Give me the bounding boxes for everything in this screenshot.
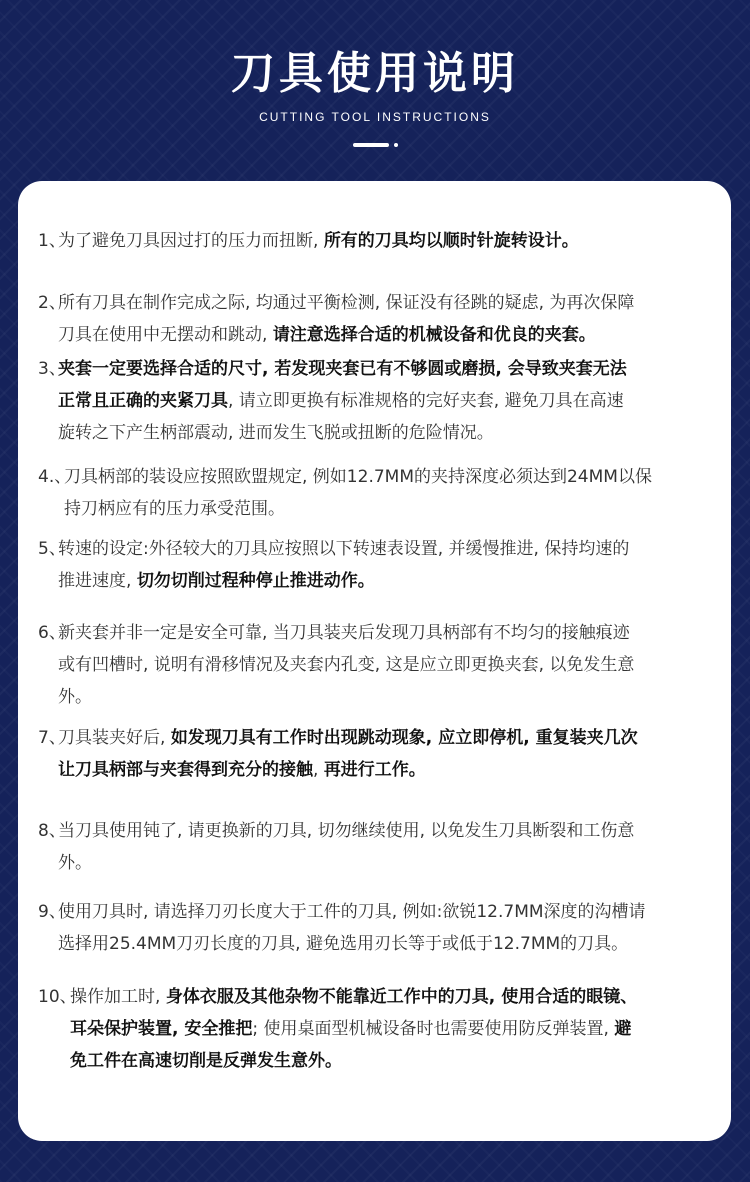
item-line <box>58 533 718 565</box>
item-text: 为了避免刀具因过打的压力而扭断, <box>58 231 324 251</box>
item-line <box>64 461 718 493</box>
item-text-bold: 耳朵保护装置, 安全推把 <box>70 1019 253 1039</box>
item-text: , 请立即更换有标准规格的完好夹套, 避免刀具在高速 <box>228 391 624 411</box>
item-text: 持刀柄应有的压力承受范围。 <box>64 499 285 519</box>
item-line <box>58 353 718 385</box>
instruction-item-8 <box>38 815 718 879</box>
item-line <box>70 981 718 1013</box>
item-line <box>58 385 718 417</box>
page-title: 刀具使用说明 <box>231 48 519 99</box>
page-subtitle: CUTTING TOOL INSTRUCTIONS <box>259 110 491 124</box>
item-text-bold: 再进行工作。 <box>323 760 426 780</box>
instruction-item-1 <box>38 225 718 257</box>
item-text-bold: 所有的刀具均以顺时针旋转设计。 <box>323 231 579 251</box>
item-line <box>58 754 718 786</box>
item-number: 10、 <box>38 987 77 1007</box>
item-line <box>58 617 718 649</box>
item-text: 外。 <box>58 687 92 707</box>
instruction-item-4 <box>38 461 718 525</box>
instructions-card <box>18 181 731 1141</box>
item-text-bold: 切勿切削过程种停止推进动作。 <box>136 571 375 591</box>
item-text-bold: 夹套一定要选择合适的尺寸, 若发现夹套已有不够圆或磨损, 会导致夹套无法 <box>58 359 627 379</box>
item-text: , <box>313 760 324 780</box>
instruction-item-7 <box>38 722 718 786</box>
item-number: 1、 <box>38 231 66 251</box>
item-text-bold: 正常且正确的夹紧刀具 <box>58 391 228 411</box>
item-number: 2、 <box>38 293 66 313</box>
item-line <box>58 928 718 960</box>
item-text: 外。 <box>58 853 92 873</box>
item-line <box>58 649 718 681</box>
item-line <box>64 493 718 525</box>
instruction-item-2 <box>38 287 718 351</box>
item-line <box>58 681 718 713</box>
item-line <box>58 417 718 449</box>
instruction-item-5 <box>38 533 718 597</box>
item-line <box>58 319 718 351</box>
instruction-item-10 <box>38 981 718 1077</box>
divider-bar <box>353 143 389 147</box>
item-text-bold: 免工件在高速切削是反弹发生意外。 <box>70 1051 342 1071</box>
item-number: 7、 <box>38 728 66 748</box>
item-text: 选择用25.4MM刀刃长度的刀具, 避免选用刃长等于或低于12.7MM的刀具。 <box>58 934 629 954</box>
title-divider <box>353 143 399 147</box>
item-number: 3、 <box>38 359 66 379</box>
item-text: 新夹套并非一定是安全可靠, 当刀具装夹后发现刀具柄部有不均匀的接触痕迹 <box>58 623 630 643</box>
item-number: 9、 <box>38 902 66 922</box>
divider-dot <box>394 143 398 147</box>
item-number: 4.、 <box>38 467 72 487</box>
item-text-bold: 请注意选择合适的机械设备和优良的夹套。 <box>272 325 596 345</box>
item-line <box>70 1013 718 1045</box>
item-text: 或有凹槽时, 说明有滑移情况及夹套内孔变, 这是应立即更换夹套, 以免发生意 <box>58 655 635 675</box>
item-text-bold: 避 <box>614 1019 632 1039</box>
item-text: 所有刀具在制作完成之际, 均通过平衡检测, 保证没有径跳的疑虑, 为再次保障 <box>58 293 635 313</box>
item-line <box>58 847 718 879</box>
header <box>0 0 750 180</box>
instruction-item-9 <box>38 896 718 960</box>
item-text: 刀具装夹好后, <box>58 728 171 748</box>
item-line <box>58 225 718 257</box>
item-text: 当刀具使用钝了, 请更换新的刀具, 切勿继续使用, 以免发生刀具断裂和工伤意 <box>58 821 635 841</box>
item-text: 刀具在使用中无摆动和跳动, <box>58 325 273 345</box>
item-line <box>58 287 718 319</box>
item-text: ; 使用桌面型机械设备时也需要使用防反弹装置, <box>252 1019 615 1039</box>
item-text: 刀具柄部的装设应按照欧盟规定, 例如12.7MM的夹持深度必须达到24MM以保 <box>64 467 652 487</box>
instruction-item-6 <box>38 617 718 713</box>
item-number: 8、 <box>38 821 66 841</box>
item-line <box>70 1045 718 1077</box>
item-line <box>58 815 718 847</box>
item-number: 5、 <box>38 539 66 559</box>
item-text: 操作加工时, <box>70 987 166 1007</box>
item-text: 转速的设定:外径较大的刀具应按照以下转速表设置, 并缓慢推进, 保持均速的 <box>58 539 630 559</box>
item-number: 6、 <box>38 623 66 643</box>
item-line <box>58 722 718 754</box>
item-text-bold: 身体衣服及其他杂物不能靠近工作中的刀具, 使用合适的眼镜、 <box>165 987 638 1007</box>
item-line <box>58 896 718 928</box>
item-text-bold: 让刀具柄部与夹套得到充分的接触 <box>58 760 313 780</box>
instruction-item-3 <box>38 353 718 449</box>
item-text: 推进速度, <box>58 571 137 591</box>
item-text: 旋转之下产生柄部震动, 进而发生飞脱或扭断的危险情况。 <box>58 423 494 443</box>
item-text-bold: 如发现刀具有工作时出现跳动现象, 应立即停机, 重复装夹几次 <box>170 728 638 748</box>
item-line <box>58 565 718 597</box>
item-text: 使用刀具时, 请选择刀刃长度大于工件的刀具, 例如:欲锐12.7MM深度的沟槽请 <box>58 902 646 922</box>
